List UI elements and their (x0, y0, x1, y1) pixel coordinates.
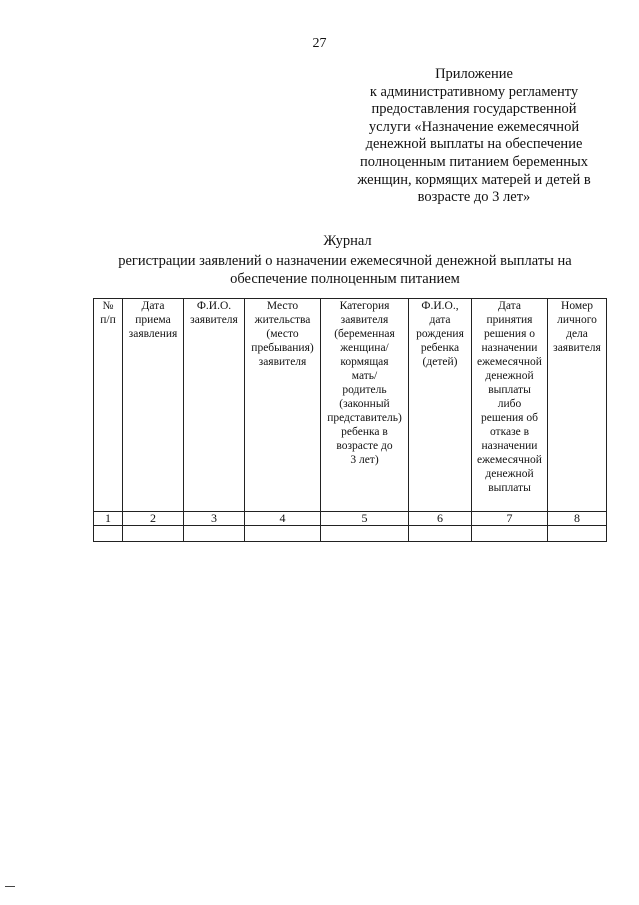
column-header-line: принятия (486, 314, 533, 326)
column-header-line: женщина/ (340, 342, 389, 354)
column-header-line: Дата (498, 300, 521, 312)
column-header-line: назначении (481, 440, 538, 452)
column-header-line: жительства (254, 314, 311, 326)
table-cell (123, 526, 184, 542)
column-header-line: возрасте до (336, 440, 393, 452)
column-number-1: 1 (94, 512, 123, 526)
column-header-line: представитель) (327, 412, 402, 424)
column-header-line: (законный (339, 398, 390, 410)
appendix-line: Приложение (435, 66, 513, 82)
column-header-1 (94, 299, 123, 512)
table-cell (245, 526, 321, 542)
column-header-line: Ф.И.О. (196, 300, 232, 312)
column-header-line: назначении (481, 342, 538, 354)
column-header-line: ребенка в (341, 426, 388, 438)
column-header-line: заявителя (258, 356, 307, 368)
table-header-row (94, 299, 607, 512)
column-header-line: 3 лет) (350, 454, 379, 466)
column-header-line: заявления (128, 328, 178, 340)
column-header-line: дела (566, 328, 588, 340)
column-header-line: Номер (561, 300, 593, 312)
column-header-line: выплаты (488, 384, 531, 396)
column-header-line: ежемесячной (477, 454, 542, 466)
appendix-line: женщин, кормящих матерей и детей в (357, 171, 591, 188)
column-header-line: либо (497, 398, 522, 410)
appendix-line: к административному регламенту (369, 83, 579, 100)
journal-subtitle-line: обеспечение полноценным питанием (230, 270, 460, 287)
column-header-6 (409, 299, 472, 512)
column-number-3: 3 (184, 512, 245, 526)
table-cell (94, 526, 123, 542)
column-header-line: денежной (485, 370, 534, 382)
column-header-line: рождения (416, 328, 464, 340)
appendix-line: услуги «Назначение ежемесячной (368, 118, 580, 135)
column-header-line: п/п (100, 314, 116, 326)
journal-subtitle-line: регистрации заявлений о назначении ежемесячной денежной выплаты на (118, 253, 572, 269)
column-header-line: (место (266, 328, 299, 340)
column-header-line: Категория (339, 300, 390, 312)
column-header-line: кормящая (340, 356, 389, 368)
column-header-4 (245, 299, 321, 512)
column-header-line: ребенка (420, 342, 460, 354)
appendix-block (340, 66, 608, 207)
column-header-line: решения об (481, 412, 538, 424)
column-number-2: 2 (123, 512, 184, 526)
appendix-line: полноценным питанием беременных (360, 153, 588, 170)
column-header-line: родитель (342, 384, 387, 396)
column-header-line: заявителя (190, 314, 238, 326)
column-header-line: Дата (141, 300, 165, 312)
journal-title: Журнал (323, 233, 372, 249)
column-number-4: 4 (245, 512, 321, 526)
journal-subtitle (95, 253, 595, 288)
column-header-8 (548, 299, 607, 512)
table-cell (472, 526, 548, 542)
appendix-line: возрасте до 3 лет» (417, 189, 531, 206)
column-header-7 (472, 299, 548, 512)
column-number-5: 5 (321, 512, 409, 526)
table-cell (184, 526, 245, 542)
column-header-line: пребывания) (251, 342, 314, 354)
column-header-line: приема (135, 314, 171, 326)
page-number: 27 (312, 36, 327, 51)
table-row (94, 526, 607, 542)
appendix-line: денежной выплаты на обеспечение (365, 136, 583, 153)
journal-table (93, 298, 607, 542)
column-header-line: заявителя (340, 314, 389, 326)
column-number-7: 7 (472, 512, 548, 526)
column-header-line: отказе в (489, 426, 530, 438)
column-header-line: личного (557, 314, 597, 326)
column-header-5 (321, 299, 409, 512)
column-header-line: денежной (485, 468, 534, 480)
column-number-8: 8 (548, 512, 607, 526)
column-header-line: решения о (483, 328, 536, 340)
column-header-line: (детей) (422, 356, 458, 368)
table-cell (548, 526, 607, 542)
column-header-line: заявителя (553, 342, 601, 354)
appendix-line: предоставления государственной (371, 101, 577, 118)
column-header-line: ежемесячной (477, 356, 542, 368)
column-header-line: мать/ (351, 370, 378, 382)
column-header-3 (184, 299, 245, 512)
column-number-6: 6 (409, 512, 472, 526)
table-cell (409, 526, 472, 542)
table-number-row (94, 512, 607, 526)
column-header-2 (123, 299, 184, 512)
column-header-line: дата (429, 314, 451, 326)
margin-mark (5, 886, 15, 887)
column-header-line: (беременная (334, 328, 395, 340)
column-header-line: выплаты (488, 482, 531, 494)
table-cell (321, 526, 409, 542)
column-header-line: Ф.И.О., (421, 300, 459, 312)
column-header-line: Место (266, 300, 299, 312)
column-header-line: № (102, 300, 114, 312)
